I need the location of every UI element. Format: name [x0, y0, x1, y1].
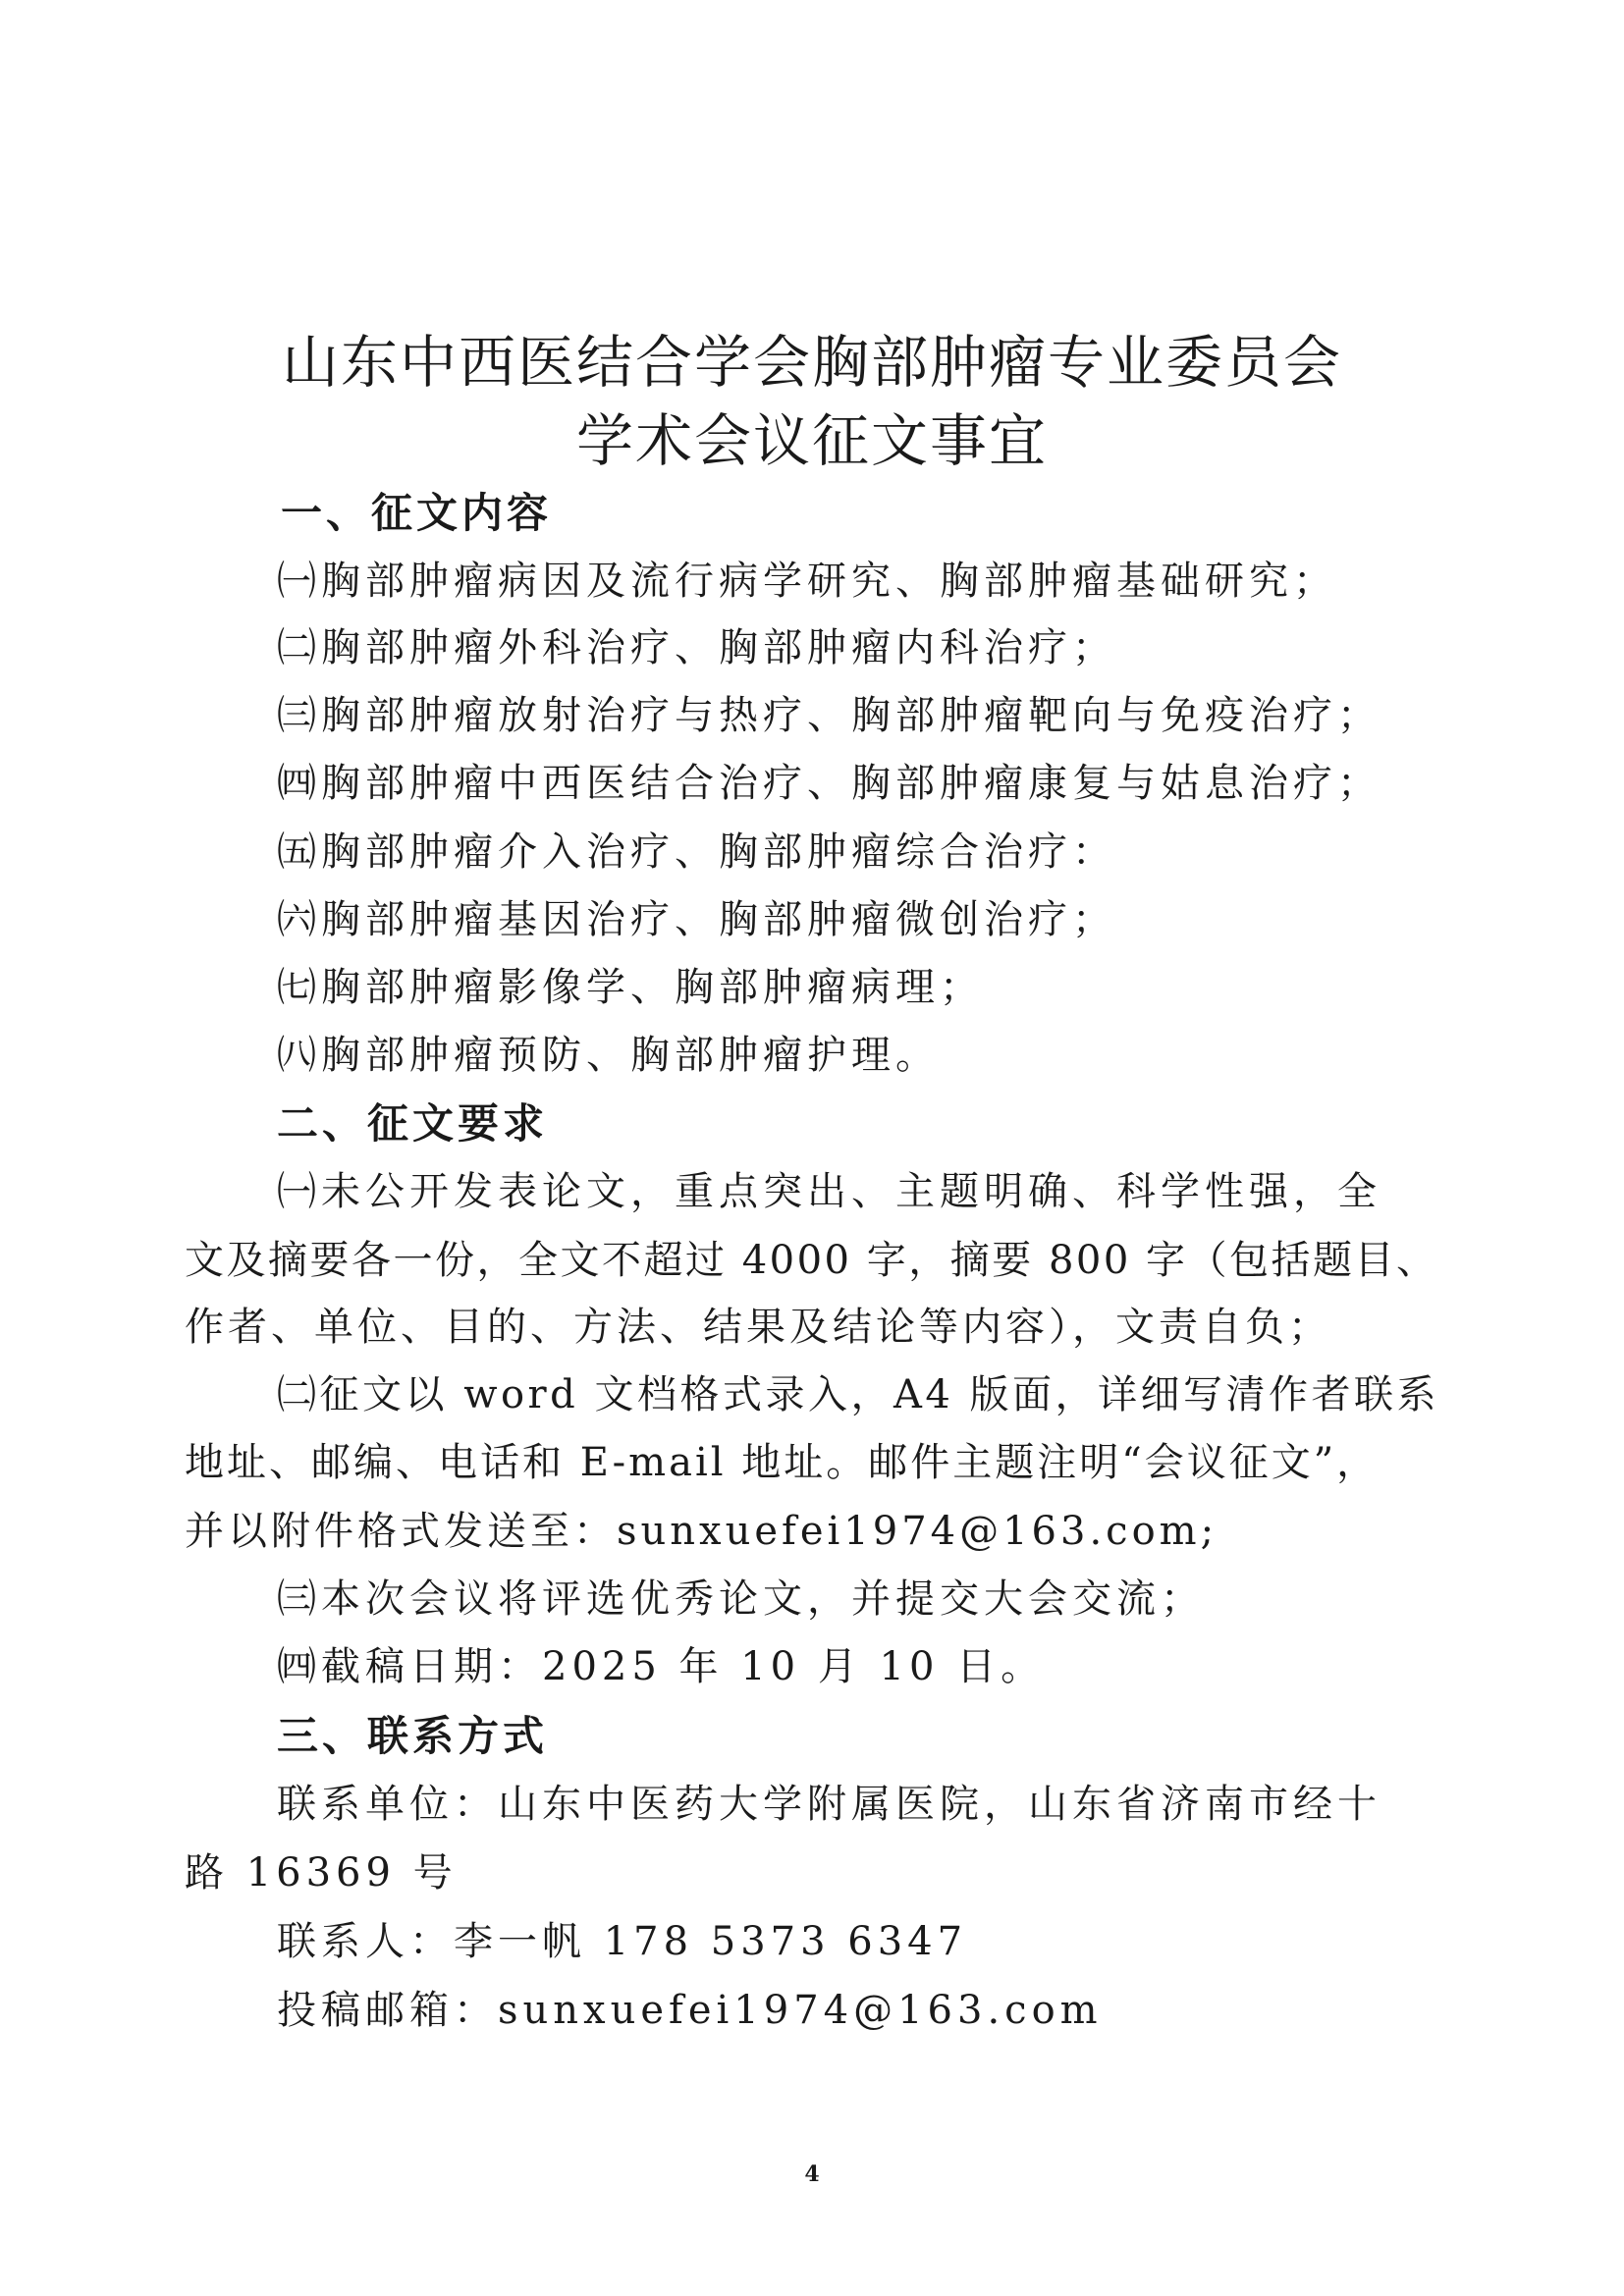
document-title-line-1: 山东中西医结合学会胸部肿瘤专业委员会: [281, 329, 1342, 396]
section-3-heading: 三、联系方式: [277, 1712, 549, 1760]
section-2-line-5: 地址、邮编、电话和 E-mail 地址。邮件主题注明“会议征文”，: [185, 1440, 1380, 1485]
section-1-item-1: ㈠胸部肿瘤病因及流行病学研究、胸部肿瘤基础研究；: [277, 559, 1337, 604]
document-title-line-2: 学术会议征文事宜: [575, 407, 1048, 474]
section-2-line-7: ㈢本次会议将评选优秀论文，并提交大会交流；: [277, 1576, 1205, 1622]
section-1-item-6: ㈥胸部肿瘤基因治疗、胸部肿瘤微创治疗；: [277, 897, 1116, 942]
page-number: 4: [804, 2162, 820, 2187]
contact-unit-line-2: 路 16369 号: [185, 1850, 458, 1896]
section-2-line-2: 文及摘要各一份，全文不超过 4000 字，摘要 800 字（包括题目、: [185, 1238, 1438, 1283]
section-1-heading: 一、征文内容: [281, 489, 553, 537]
section-2-line-3: 作者、单位、目的、方法、结果及结论等内容），文责自负；: [185, 1305, 1331, 1350]
section-1-item-8: ㈧胸部肿瘤预防、胸部肿瘤护理。: [277, 1033, 940, 1078]
section-1-item-7: ㈦胸部肿瘤影像学、胸部肿瘤病理；: [277, 965, 984, 1010]
section-1-item-5: ㈤胸部肿瘤介入治疗、胸部肿瘤综合治疗：: [277, 829, 1116, 875]
section-2-heading: 二、征文要求: [277, 1099, 549, 1148]
section-2-line-1: ㈠未公开发表论文，重点突出、主题明确、科学性强，全: [277, 1169, 1381, 1214]
section-1-item-3: ㈢胸部肿瘤放射治疗与热疗、胸部肿瘤靶向与免疫治疗；: [277, 693, 1381, 738]
section-1-item-4: ㈣胸部肿瘤中西医结合治疗、胸部肿瘤康复与姑息治疗；: [277, 761, 1381, 806]
contact-unit-line-1: 联系单位：山东中医药大学附属医院，山东省济南市经十: [277, 1782, 1381, 1827]
section-2-line-6: 并以附件格式发送至：sunxuefei1974@163.com;: [185, 1509, 1218, 1554]
section-2-line-4: ㈡征文以 word 文档格式录入，A4 版面，详细写清作者联系: [277, 1372, 1440, 1417]
section-2-line-8: ㈣截稿日期：2025 年 10 月 10 日。: [277, 1644, 1046, 1689]
submission-email-line: 投稿邮箱：sunxuefei1974@163.com: [277, 1988, 1103, 2033]
contact-person-line: 联系人：李一帆 178 5373 6347: [277, 1919, 968, 1964]
section-1-item-2: ㈡胸部肿瘤外科治疗、胸部肿瘤内科治疗；: [277, 625, 1116, 670]
